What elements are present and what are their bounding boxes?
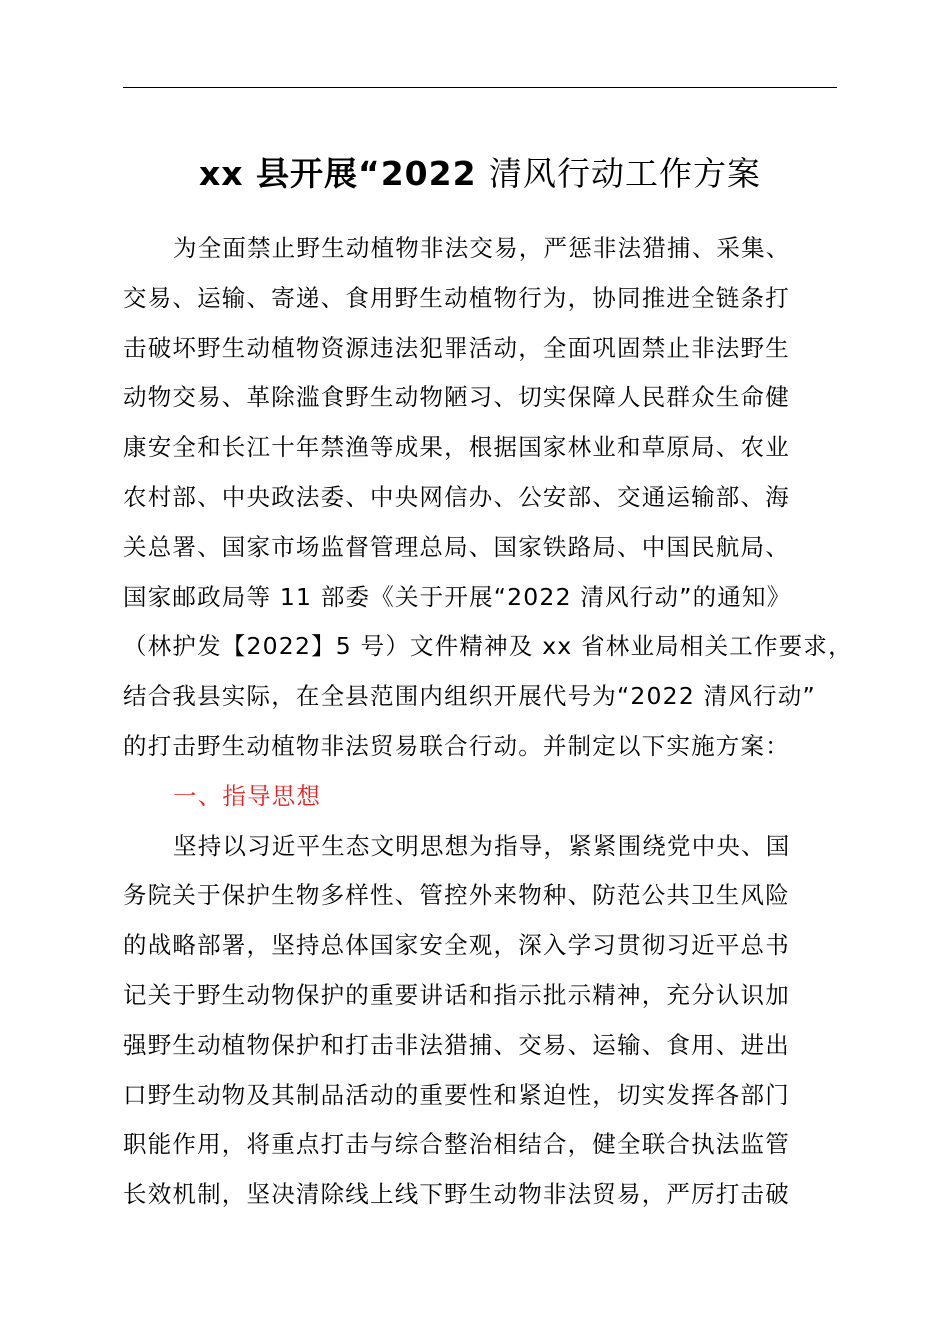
- document-title: [123, 150, 837, 198]
- paragraph-line: 的战略部署，坚持总体国家安全观，深入学习贯彻习近平总书: [123, 931, 790, 960]
- paragraph-line: 务院关于保护生物多样性、管控外来物种、防范公共卫生风险: [123, 881, 790, 910]
- paragraph-line: 国家邮政局等 11 部委《关于开展“2022 清风行动”的通知》: [123, 582, 792, 611]
- title-suffix: 清风行动工作方案: [489, 154, 762, 193]
- paragraph-line: 坚持以习近平生态文明思想为指导，紧紧围绕党中央、国: [173, 831, 791, 860]
- paragraph-line: 为全面禁止野生动植物非法交易，严惩非法猎捕、采集、: [173, 234, 791, 262]
- paragraph-line: 动物交易、革除滥食野生动物陋习、切实保障人民群众生命健: [123, 383, 790, 412]
- paragraph-line: 强野生动植物保护和打击非法猎捕、交易、运输、食用、进出: [123, 1030, 790, 1059]
- paragraph-line: 农村部、中央政法委、中央网信办、公安部、交通运输部、海: [123, 482, 790, 511]
- paragraph-line: 职能作用，将重点打击与综合整治相结合，健全联合执法监管: [123, 1130, 790, 1159]
- paragraph-line: 击破坏野生动植物资源违法犯罪活动，全面巩固禁止非法野生: [123, 333, 790, 362]
- paragraph-line: 记关于野生动物保护的重要讲话和指示批示精神，充分认识加: [123, 980, 790, 1009]
- paragraph-line: 交易、运输、寄递、食用野生动植物行为，协同推进全链条打: [123, 283, 790, 312]
- paragraph-intro: [123, 224, 853, 1220]
- title-prefix: xx 县开展“2022: [198, 154, 490, 193]
- paragraph-line: 关总署、国家市场监督管理总局、国家铁路局、中国民航局、: [123, 532, 790, 561]
- paragraph-line: 的打击野生动植物非法贸易联合行动。并制定以下实施方案：: [123, 731, 790, 760]
- header-rule: [123, 87, 837, 88]
- paragraph-line: 结合我县实际，在全县范围内组织开展代号为“2022 清风行动”: [123, 682, 816, 711]
- paragraph-line: （林护发【2022】5 号）文件精神及 xx 省林业局相关工作要求，: [123, 632, 853, 661]
- paragraph-line: 口野生动物及其制品活动的重要性和紧迫性，切实发挥各部门: [123, 1080, 790, 1109]
- paragraph-line: 长效机制，坚决清除线上线下野生动物非法贸易，严厉打击破: [123, 1180, 790, 1209]
- paragraph-line: 康安全和长江十年禁渔等成果，根据国家林业和草原局、农业: [123, 433, 790, 462]
- section-heading-guiding-ideology: 一、指导思想: [173, 781, 322, 810]
